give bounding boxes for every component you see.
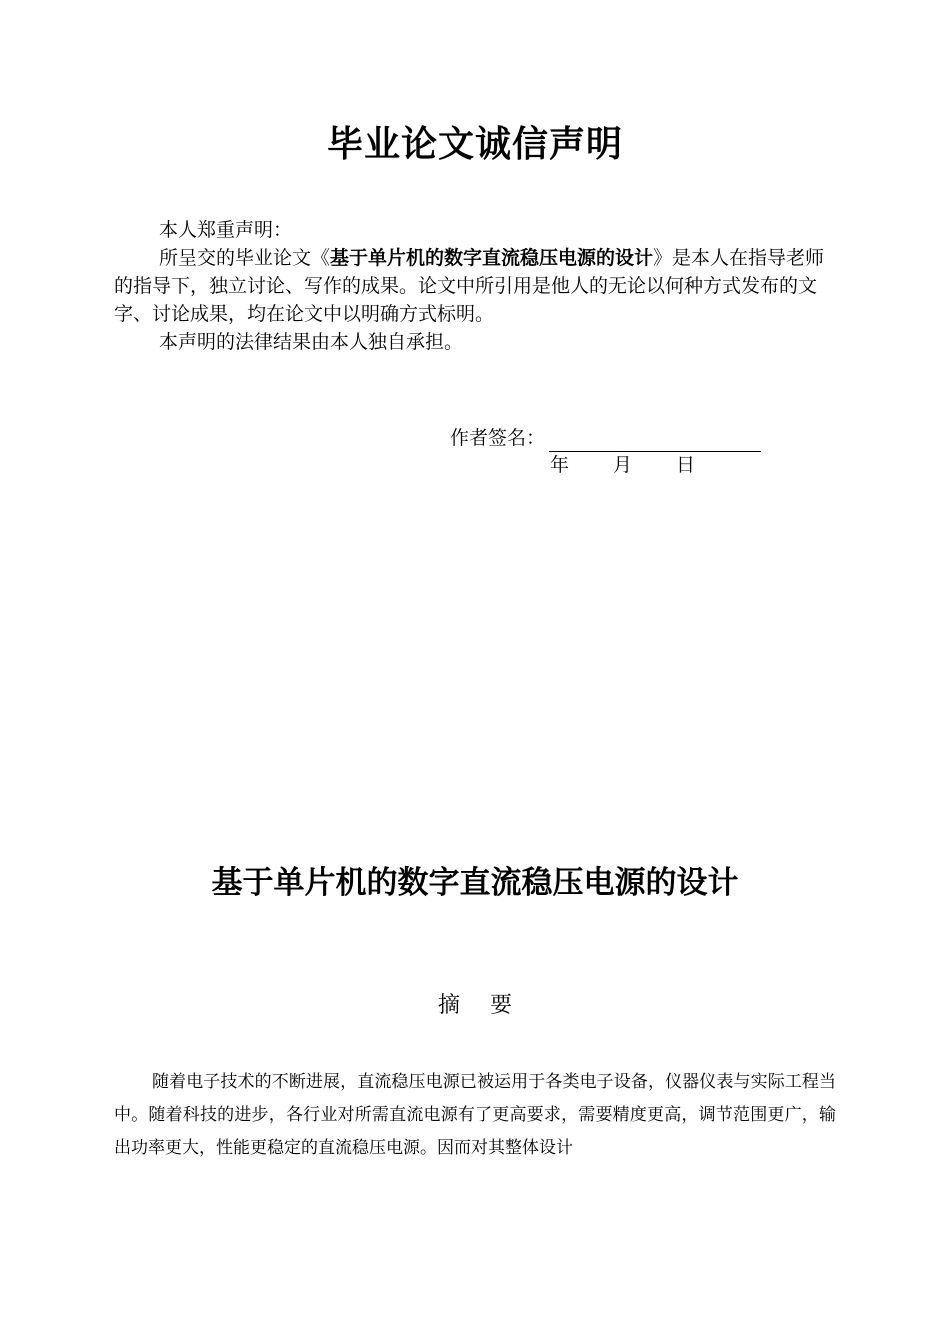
declaration-thesis-name: 基于单片机的数字直流稳压电源的设计: [330, 247, 654, 269]
declaration-paragraph: [114, 244, 836, 328]
date-day-label: 日: [676, 454, 696, 476]
thesis-title: 基于单片机的数字直流稳压电源的设计: [211, 865, 739, 901]
date-month-label: 月: [613, 454, 633, 476]
signature-line: [549, 429, 761, 452]
declaration-para-prefix: 所呈交的毕业论文《: [159, 247, 331, 269]
declaration-liability: 本声明的法律结果由本人独自承担。: [159, 331, 464, 353]
abstract-body: [114, 1066, 836, 1165]
declaration-body: [114, 216, 836, 356]
signature-label: 作者签名：: [450, 427, 546, 449]
abstract-heading-char-1: 摘: [437, 993, 460, 1018]
abstract-heading-char-2: 要: [490, 993, 513, 1018]
date-year-label: 年: [550, 454, 570, 476]
declaration-intro: 本人郑重声明：: [159, 219, 293, 241]
signature-row: [450, 424, 761, 452]
abstract-heading: [0, 988, 950, 1019]
abstract-paragraph: 随着电子技术的不断进展，直流稳压电源已被运用于各类电子设备，仪器仪表与实际工程当中。随着科技的进步，各行业对所需直流电源有了更高要求，需要精度更高，调节范围更广，输出功率更大，性能更稳定的直流稳压电源。因而对其整体设计: [114, 1072, 836, 1158]
declaration-title: 毕业论文诚信声明: [326, 124, 623, 165]
date-row: [550, 451, 695, 479]
declaration-para-suffix: 》是本人在指导老师的指导下，独立讨论、写作的成果。论文中所引用是他人的无论以何种方式发布的文字、讨论成果，均在论文中以明确方式标明。: [114, 247, 825, 325]
